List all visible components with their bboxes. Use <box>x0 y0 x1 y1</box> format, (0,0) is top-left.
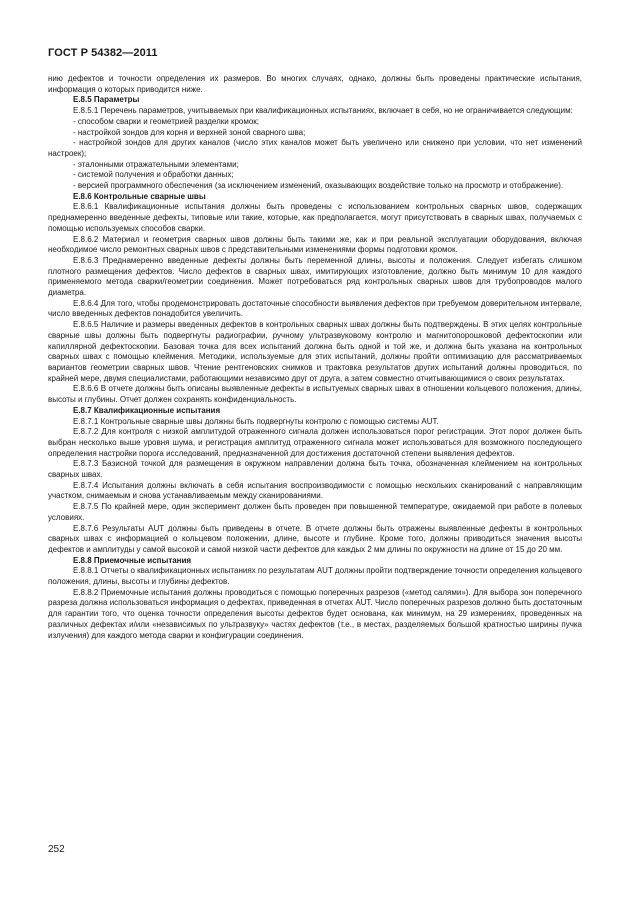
list-item: - версией программного обеспечения (за исключением изменений, оказывающих воздействие только на просмотр и отображение). <box>73 181 564 191</box>
document-body <box>48 74 582 641</box>
body-paragraph: Е.8.8.2 Приемочные испытания должны проводиться с помощью поперечных разрезов («метод салями»). Для выбора зон поперечного разреза должна использоваться информация о дефектах, приведенная в отчетах AUT. Число поперечных разрезов должно быть достаточным для гарантии того, что оценка точности определения высоты дефектов будет основана, как минимум, на 29 измерениях, проведенных на различных дефектах и/или «независимых по ультразвуку» частях дефектов (т.е., в местах, разделяемых большой кратностью ширины пучка излучения) для каждого метода сварки и конфигурации соединения. <box>48 587 582 640</box>
body-paragraph: Е.8.7.6 Результаты AUT должны быть приведены в отчете. В отчете должны быть отражены выявленные дефекты в контрольных сварных швах с информацией о кольцевом положении, длине, высоте и глубине. Кроме того, должны приводиться значения высоты дефектов и амплитуды у самой высокой и самой низкой части дефектов для каждых 2 мм длины по окружности на длине от 15 до 20 мм. <box>48 523 582 554</box>
body-paragraph: Е.8.6.4 Для того, чтобы продемонстрировать достаточные способности выявления дефектов при требуемом доверительном интервале, число введенных дефектов понадобится увеличить. <box>48 298 582 319</box>
list-item: - системой получения и обработки данных; <box>73 170 234 180</box>
list-item: - эталонными отражательными элементами; <box>73 159 239 169</box>
body-paragraph: Е.8.7.4 Испытания должны включать в себя испытания воспроизводимости с помощью нескольких сканирований с направляющим участком, снимаемым и снова устанавливаемым между сканированиями. <box>48 480 582 501</box>
body-paragraph: Е.8.7.3 Базисной точкой для размещения в окружном направлении должна быть точка, обозначенная клеймением на контрольных сварных швах. <box>48 459 582 480</box>
body-paragraph: Е.8.6.3 Преднамеренно введенные дефекты должны быть переменной длины, высоты и положения. Следует избегать слишком плотного размещения дефектов. Число дефектов в сварных швах, имитирующих изготовление, должно быть минимум 10 для каждого применяемого метода сварки/геометрии соединения. Может потребоваться ряд контрольных сварных швов для трубопроводов малого диаметра. <box>48 255 582 298</box>
document-header: ГОСТ Р 54382—2011 <box>48 47 158 59</box>
body-paragraph: Е.8.5.1 Перечень параметров, учитываемых при квалификационных испытаниях, включает в себя, но не ограничивается следующим: <box>73 106 573 116</box>
body-paragraph: Е.8.7.5 По крайней мере, один эксперимент должен быть проведен при повышенной температуре, ожидаемой при работе в полевых условиях. <box>48 502 582 522</box>
list-item: - настройкой зондов для других каналов (число этих каналов может быть увеличено или снижено при условии, что нет изменений настроек); <box>48 138 582 158</box>
body-paragraph: Е.8.6.1 Квалификационные испытания должны быть проведены с использованием контрольных сварных швов, содержащих преднамеренно введенные дефекты, типовые или такие, которые, как предполагается, могут присутствовать в сварных швах, получаемых с помощью используемых способов сварки. <box>48 202 582 233</box>
body-paragraph: Е.8.6.6 В отчете должны быть описаны выявленные дефекты в испытуемых сварных швах в отношении кольцевого положения, длины, высоты и глубины. Отчет должен сохранять конфиденциальность. <box>48 384 582 405</box>
list-item: - настройкой зондов для корня и верхней зоной сварного шва; <box>73 127 306 137</box>
body-paragraph: Е.8.6.5 Наличие и размеры введенных дефектов в контрольных сварных швах должны быть подтверждены. В этих целях контрольные сварные швы должны быть подвергнуты радиографии, ручному ультразвуковому контролю и магнитопорошковой дефектоскопии или капиллярной дефектоскопии. Базовая точка для всех испытаний должна быть одной и той же, и должна быть указана на контрольных сварных швах с помощью клеймения. Методики, используемые для этих испытаний, должны пройти оптимизацию для рассматриваемых вариантов геометрии сварных швов. Чтение рентгеновских снимков и трактовка результатов других испытаний должны проводиться, по крайней мере, двумя специалистами, работающими независимо друг от друга, а затем совместно отчитывающимися о своих результатах. <box>48 320 582 383</box>
section-heading: Е.8.6 Контрольные сварные швы <box>73 191 206 201</box>
body-paragraph: нию дефектов и точности определения их размеров. Во многих случаях, однако, должны быть проведены практические испытания, информация о которых приводится ниже. <box>48 74 582 94</box>
section-heading: Е.8.7 Квалификационные испытания <box>73 405 221 415</box>
body-paragraph: Е.8.8.1 Отчеты о квалификационных испытаниях по результатам AUT должны пройти подтверждение точности определения кольцевого положения, длины, высоты и глубины дефектов. <box>48 566 582 587</box>
page-number: 252 <box>48 844 65 855</box>
list-item: - способом сварки и геометрией разделки кромок; <box>73 116 260 126</box>
body-paragraph: Е.8.7.1 Контрольные сварные швы должны быть подвергнуты контролю с помощью системы AUT. <box>73 416 439 426</box>
section-heading: Е.8.5 Параметры <box>73 95 140 105</box>
body-paragraph: Е.8.7.2 Для контроля с низкой амплитудой отраженного сигнала должен использоваться порог регистрации. Этот порог должен быть выбран несколько выше уровня шума, и регистрация амплитуд отраженного сигнала может использоваться для возможного последующего определения настройки порога исследований, предназначенной для достижения достаточной степени выявления дефектов. <box>48 427 582 458</box>
body-paragraph: Е.8.6.2 Материал и геометрия сварных швов должны быть такими же, как и при реальной эксплуатации оборудования, включая необходимое число ремонтных сварных швов с представительными изменениями формы подготовки кромок. <box>48 234 582 255</box>
section-heading: Е.8.8 Приемочные испытания <box>73 555 192 565</box>
